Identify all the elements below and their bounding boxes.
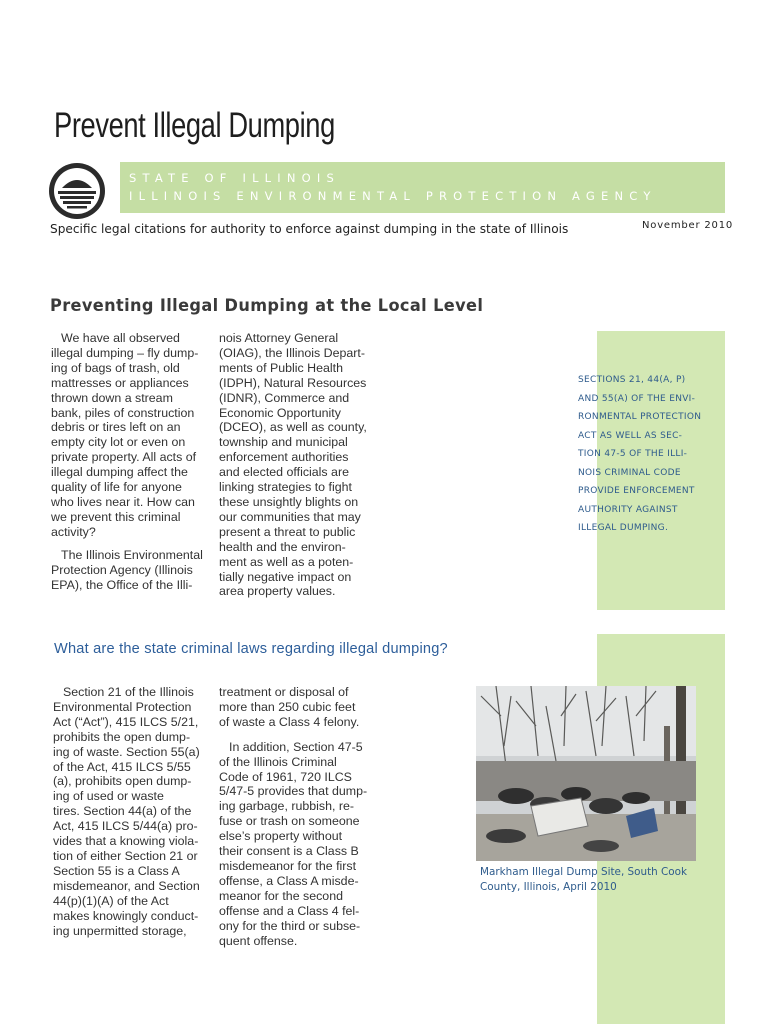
photo-caption <box>480 865 710 895</box>
text-line: (IDNR), Commerce and <box>219 390 350 405</box>
text-line: of the Illinois Criminal <box>219 754 337 769</box>
text-line: township and municipal <box>219 435 348 450</box>
text-line: ing unpermitted storage, <box>53 923 187 938</box>
text-line: misdemeanor, and Section <box>53 878 200 893</box>
publication-date: November 2010 <box>642 220 734 231</box>
text-line: makes knowingly conduct- <box>53 908 199 923</box>
text-line: and elected officials are <box>219 465 349 480</box>
text-line: ing of bags of trash, old <box>51 360 180 375</box>
text-line: Environmental Protection <box>53 699 192 714</box>
text-line: illegal dumping – fly dump- <box>51 345 199 360</box>
text-line: area property values. <box>219 584 336 599</box>
banner-state-line: STATE OF ILLINOIS <box>129 171 341 185</box>
section1-column-1 <box>51 331 211 592</box>
text-line: Act, 415 ILCS 5/44(a) pro- <box>53 819 198 834</box>
text-line: prohibits the open dump- <box>53 729 191 744</box>
text-line: ony for the third or subse- <box>219 918 361 933</box>
text-line: these unsightly blights on <box>219 494 359 509</box>
text-line: ment as well as a poten- <box>219 554 354 569</box>
text-line: Economic Opportunity <box>219 405 341 420</box>
caption-line: County, Illinois, April 2010 <box>480 881 617 893</box>
text-line: we prevent this criminal <box>51 509 181 524</box>
text-line: quality of life for anyone <box>51 480 182 495</box>
text-line: ing of waste. Section 55(a) <box>53 744 200 759</box>
text-line: debris or tires left on an <box>51 420 181 435</box>
text-line: offense, a Class A misde- <box>219 873 359 888</box>
sidebar-line: PROVIDE ENFORCEMENT <box>578 486 695 496</box>
text-line: more than 250 cubic feet <box>219 699 356 714</box>
text-line: (IDPH), Natural Resources <box>219 375 367 390</box>
text-line: mattresses or appliances <box>51 375 189 390</box>
page-subtitle: Specific legal citations for authority to enforce against dumping in the state of Illinois <box>50 221 569 236</box>
text-line: misdemeanor for the first <box>219 858 357 873</box>
text-line: who lives near it. How can <box>51 494 195 509</box>
text-line: We have all observed <box>61 331 180 345</box>
text-line: present a threat to public <box>219 524 356 539</box>
text-line: Section 55 is a Class A <box>53 863 180 878</box>
text-line: EPA), the Office of the Illi- <box>51 577 193 592</box>
sidebar-line: AUTHORITY AGAINST <box>578 504 678 515</box>
text-line: empty city lot or even on <box>51 435 186 450</box>
section2-column-1 <box>53 685 213 938</box>
sidebar-line: ILLEGAL DUMPING. <box>578 523 669 533</box>
sidebar-line: TION 47-5 OF THE ILLI- <box>578 449 688 459</box>
text-line: ing garbage, rubbish, re- <box>219 799 355 814</box>
text-line: Section 21 of the Illinois <box>63 685 194 699</box>
text-line: meanor for the second <box>219 888 343 903</box>
dump-site-photo <box>476 686 696 861</box>
sidebar-line: RONMENTAL PROTECTION <box>578 412 702 422</box>
agency-banner <box>120 162 725 213</box>
caption-line: Markham Illegal Dump Site, South Cook <box>480 866 688 878</box>
text-line: activity? <box>51 524 96 539</box>
text-line: tially negative impact on <box>219 569 352 584</box>
text-line: treatment or disposal of <box>219 685 349 699</box>
text-line: Code of 1961, 720 ILCS <box>219 769 352 784</box>
text-line: nois Attorney General <box>219 331 339 345</box>
text-line: Protection Agency (Illinois <box>51 562 193 577</box>
text-line: thrown down a stream <box>51 390 173 405</box>
page-title: Prevent Illegal Dumping <box>54 106 335 145</box>
text-line: our communities that may <box>219 509 361 524</box>
text-line: offense and a Class 4 fel- <box>219 903 360 918</box>
sidebar-line: AND 55(A) OF THE ENVI- <box>578 393 696 404</box>
sidebar-pull-quote <box>578 371 724 538</box>
text-line: quent offense. <box>219 933 298 948</box>
text-line: linking strategies to fight <box>219 480 352 495</box>
text-line: their consent is a Class B <box>219 844 359 859</box>
section1-column-2 <box>219 331 379 599</box>
banner-agency-line: ILLINOIS ENVIRONMENTAL PROTECTION AGENCY <box>129 189 657 203</box>
text-line: (DCEO), as well as county, <box>219 420 367 435</box>
section2-column-2 <box>219 685 384 948</box>
text-line: fuse or trash on someone <box>219 814 360 829</box>
section-heading-criminal-laws: What are the state criminal laws regarding illegal dumping? <box>54 641 448 657</box>
sidebar-line: SECTIONS 21, 44(A, P) <box>578 375 686 385</box>
illinois-epa-seal-icon <box>48 162 106 220</box>
text-line: 5/47-5 provides that dump- <box>219 784 368 799</box>
text-line: vides that a knowing viola- <box>53 834 199 849</box>
text-line: bank, piles of construction <box>51 405 195 420</box>
text-line: health and the environ- <box>219 539 346 554</box>
text-line: ing of used or waste <box>53 789 164 804</box>
text-line: (OIAG), the Illinois Depart- <box>219 345 365 360</box>
text-line: tion of either Section 21 or <box>53 848 198 863</box>
text-line: enforcement authorities <box>219 450 349 465</box>
text-line: 44(p)(1)(A) of the Act <box>53 893 169 908</box>
text-line: The Illinois Environmental <box>61 547 203 562</box>
text-line: illegal dumping affect the <box>51 465 188 480</box>
text-line: of the Act, 415 ILCS 5/55 <box>53 759 191 774</box>
text-line: tires. Section 44(a) of the <box>53 804 192 819</box>
sidebar-line: NOIS CRIMINAL CODE <box>578 467 681 478</box>
text-line: ments of Public Health <box>219 360 343 375</box>
text-line: (a), prohibits open dump- <box>53 774 192 789</box>
text-line: of waste a Class 4 felony. <box>219 714 360 729</box>
section-heading-local-level: Preventing Illegal Dumping at the Local Level <box>50 296 484 316</box>
text-line: In addition, Section 47-5 <box>229 739 363 754</box>
sidebar-line: ACT AS WELL AS SEC- <box>578 430 683 441</box>
text-line: else’s property without <box>219 829 343 844</box>
text-line: Act (“Act”), 415 ILCS 5/21, <box>53 714 199 729</box>
text-line: private property. All acts of <box>51 450 197 465</box>
